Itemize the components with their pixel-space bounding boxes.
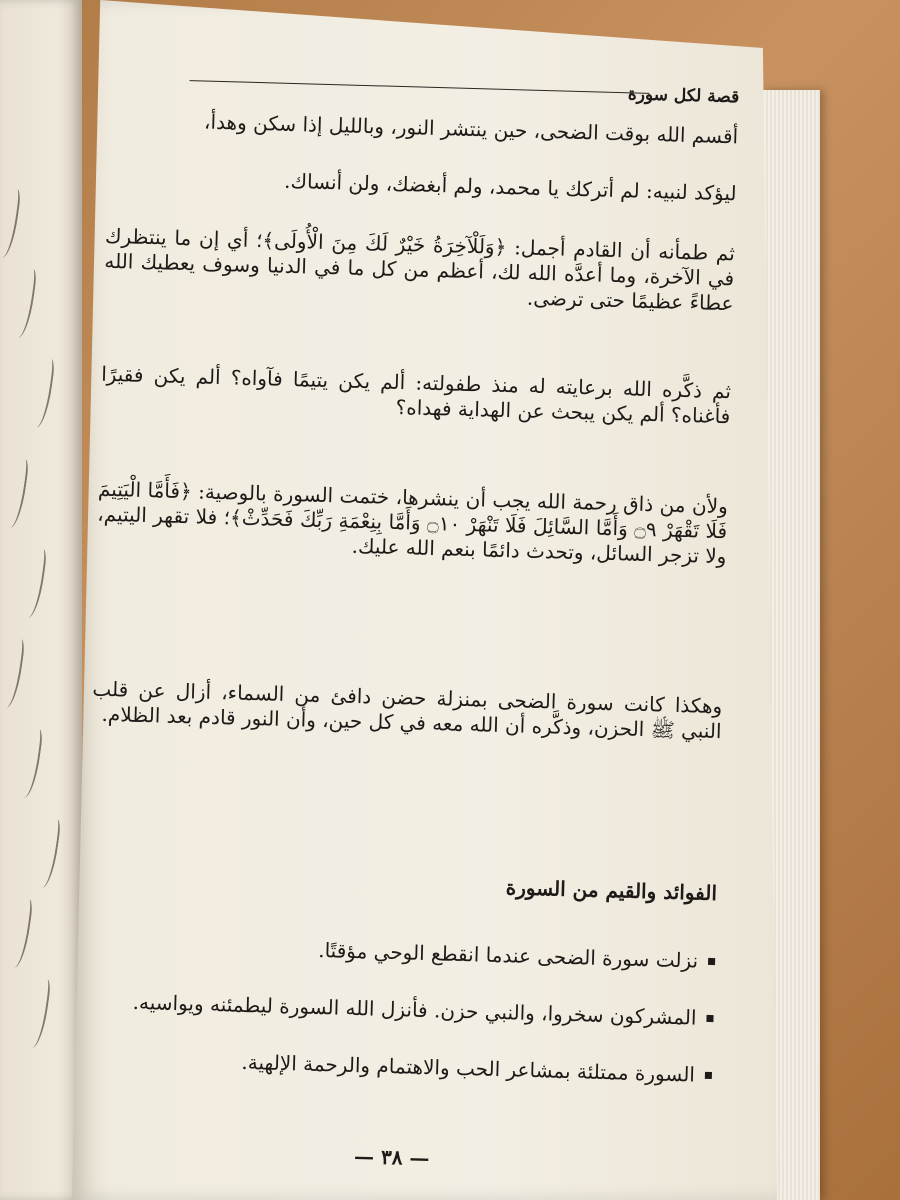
page-number: — ٣٨ — [353, 1144, 430, 1171]
paragraph-5: ولأن من ذاق رحمة الله يجب أن ينشرها، ختمت السورة بالوصية: ﴿فَأَمَّا الْيَتِيمَ فَلَا تَقْهَرْ ۝٩ وَأَمَّا السَّائِلَ فَلَا تَنْهَرْ ۝١٠ وَأَمَّا بِنِعْمَةِ رَبِّكَ فَحَدِّثْ﴾؛ فلا تقهر اليتيم، ولا تزجر السائل، وتحدث دائمًا بنعم الله عليك. [97, 476, 729, 569]
bullet-text: نزلت سورة الضحى عندما انقطع الوحي مؤقتًا. [317, 938, 699, 973]
bullet-square-icon [705, 1071, 712, 1078]
paragraph-3: ثم طمأنه أن القادم أجمل: ﴿وَلَلْآخِرَةُ خَيْرٌ لَكَ مِنَ الْأُولَى﴾؛ أي إن ما ينتظرك في الآخرة، وما أعدَّه الله لك، أعظم من كل ما في الدنيا وسوف يعطيك الله عطاءً عظيمًا حتى ترضى. [104, 223, 736, 316]
bullet-square-icon [708, 957, 715, 964]
bullet-text: المشركون سخروا، والنبي حزن. فأنزل الله السورة ليطمئنه ويواسيه. [132, 989, 697, 1030]
bullet-square-icon [706, 1014, 713, 1021]
section-title: الفوائد والقيم من السورة [505, 875, 718, 906]
paragraph-4: ثم ذكَّره الله برعايته له منذ طفولته: ألم يكن يتيمًا فآواه؟ ألم يكن فقيرًا فأغناه؟ ألم يكن يبحث عن الهداية فهداه؟ [100, 361, 732, 429]
paragraph-6: وهكذا كانت سورة الضحى بمنزلة حضن دافئ من السماء، أزال عن قلب النبي ﷺ الحزن، وذكَّره أن الله معه في كل حين، وأن النور قادم بعد الظلام. [92, 676, 723, 744]
running-head: قصة لكل سورة [627, 84, 740, 108]
header-rule [189, 80, 649, 94]
paragraph-1: أقسم الله بوقت الضحى، حين ينتشر النور، وبالليل إذا سكن وهدأ، [203, 109, 739, 149]
bullet-item [92, 1046, 712, 1087]
bullet-item [95, 932, 715, 973]
page-content [49, 51, 760, 1190]
bullet-item [93, 989, 713, 1030]
paragraph-2: ليؤكد لنبيه: لم أتركك يا محمد، ولم أبغضك، ولن أنساك. [283, 168, 737, 206]
bullet-text: السورة ممتلئة بمشاعر الحب والاهتمام والرحمة الإلهية. [241, 1049, 696, 1087]
